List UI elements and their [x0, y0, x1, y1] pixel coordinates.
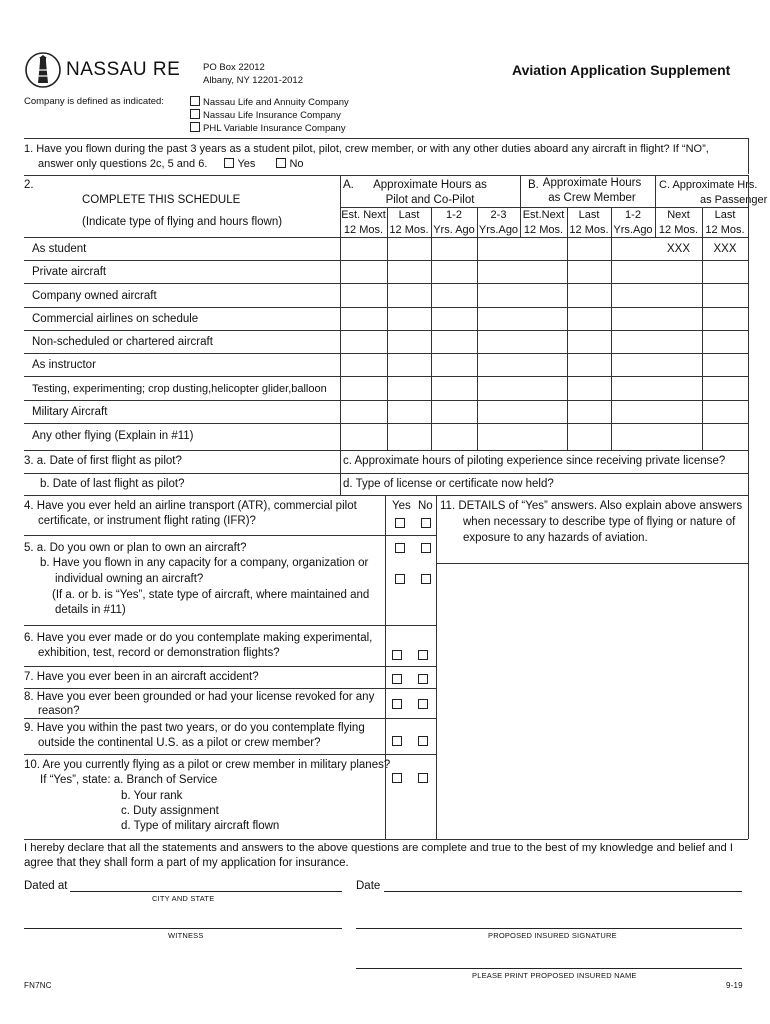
- col-header-1: Est. Next 12 Mos.: [341, 209, 386, 236]
- company-option-3[interactable]: PHL Variable Insurance Company: [190, 122, 346, 135]
- witness-caption: WITNESS: [168, 931, 204, 940]
- q8-yes-checkbox[interactable]: [392, 699, 402, 709]
- checkbox[interactable]: [190, 122, 200, 132]
- question-3b: b. Date of last flight as pilot?: [40, 478, 185, 490]
- col-header-6: Last 12 Mos.: [569, 209, 609, 236]
- dated-at-field[interactable]: [70, 891, 342, 892]
- form-title: Aviation Application Supplement: [512, 62, 731, 78]
- question-10-line4: c. Duty assignment: [121, 805, 219, 817]
- company-option-1[interactable]: Nassau Life and Annuity Company: [190, 96, 349, 109]
- form-version: 9-19: [726, 981, 743, 990]
- question-8-line1: 8. Have you ever been grounded or had your license revoked for any: [24, 691, 375, 703]
- q10-no-checkbox[interactable]: [418, 773, 428, 783]
- question-8-line2: reason?: [38, 705, 80, 717]
- question-4-line1: 4. Have you ever held an airline transport (ATR), commercial pilot: [24, 500, 357, 512]
- group-c-line1: C. Approximate Hrs.: [659, 179, 758, 191]
- question-5-line5: details in #11): [55, 604, 126, 616]
- checkbox[interactable]: [276, 158, 286, 168]
- group-a-letter: A.: [343, 179, 354, 191]
- q1-yes-option[interactable]: Yes: [224, 158, 255, 170]
- yes-header: Yes: [392, 500, 411, 512]
- question-10-line2: If “Yes”, state: a. Branch of Service: [40, 774, 218, 786]
- logo-text: NASSAU RE: [66, 59, 181, 80]
- q7-no-checkbox[interactable]: [418, 674, 428, 684]
- q9-no-checkbox[interactable]: [418, 736, 428, 746]
- xxx-marker: XXX: [713, 243, 737, 255]
- question-1-line1: 1. Have you flown during the past 3 years as a student pilot, pilot, crew member, or with any other duties aboard any aircraft in flight? If “NO”,: [24, 143, 709, 155]
- question-11-line3: exposure to any hazards of aviation.: [463, 532, 648, 544]
- checkbox[interactable]: [190, 96, 200, 106]
- question-9-line1: 9. Have you within the past two years, or do you contemplate flying: [24, 722, 365, 734]
- col-header-9: Last 12 Mos.: [705, 209, 745, 236]
- question-5-line4: (If a. or b. is “Yes”, state type of aircraft, where maintained and: [52, 589, 370, 601]
- table-row: Private aircraft: [32, 266, 107, 278]
- declaration-line2: agree that they shall form a part of my application for insurance.: [24, 857, 349, 869]
- question-10-line3: b. Your rank: [121, 790, 183, 802]
- table-row: Non-scheduled or chartered aircraft: [32, 336, 213, 348]
- col-header-4: 2-3 Yrs.Ago: [478, 209, 519, 236]
- date-label: Date: [356, 880, 381, 892]
- col-header-7: 1-2 Yrs.Ago: [613, 209, 653, 236]
- company-label: Company is defined as indicated:: [24, 96, 164, 107]
- question-3d: d. Type of license or certificate now held?: [343, 478, 554, 490]
- group-b-line1: Approximate Hours: [542, 177, 642, 189]
- group-b-letter: B.: [528, 179, 539, 191]
- xxx-marker: XXX: [666, 243, 690, 255]
- group-a-line2: Pilot and Co-Pilot: [385, 194, 475, 206]
- question-5-line2: b. Have you flown in any capacity for a company, organization or: [40, 557, 369, 569]
- q6-no-checkbox[interactable]: [418, 650, 428, 660]
- dated-at-label: Dated at: [24, 880, 68, 892]
- checkbox[interactable]: [224, 158, 234, 168]
- address-line1: PO Box 22012: [203, 62, 265, 73]
- address-line2: Albany, NY 12201-2012: [203, 75, 304, 86]
- q10-yes-checkbox[interactable]: [392, 773, 402, 783]
- table-row: As instructor: [32, 359, 96, 371]
- group-a-line1: Approximate Hours as: [373, 179, 487, 191]
- question-11-line2: when necessary to describe type of flying or nature of: [463, 516, 736, 528]
- q4-yes-checkbox[interactable]: [395, 518, 405, 528]
- q1-no-option[interactable]: No: [276, 158, 303, 170]
- schedule-title: COMPLETE THIS SCHEDULE: [82, 194, 241, 206]
- signature-field[interactable]: [356, 928, 742, 929]
- group-b-line2: as Crew Member: [548, 192, 636, 204]
- form-code: FN7NC: [24, 981, 52, 990]
- col-header-2: Last 12 Mos.: [389, 209, 429, 236]
- print-name-field[interactable]: [356, 968, 742, 969]
- question-1-line2: answer only questions 2c, 5 and 6. Yes No: [38, 158, 304, 170]
- question-6-line1: 6. Have you ever made or do you contemplate making experimental,: [24, 632, 373, 644]
- q6-yes-checkbox[interactable]: [392, 650, 402, 660]
- q9-yes-checkbox[interactable]: [392, 736, 402, 746]
- question-4-line2: certificate, or instrument flight rating (IFR)?: [38, 515, 256, 527]
- declaration-line1: I hereby declare that all the statements and answers to the above questions are complete and true to the best of my knowledge and belief and I: [24, 842, 733, 854]
- q5a-yes-checkbox[interactable]: [395, 543, 405, 553]
- witness-field[interactable]: [24, 928, 342, 929]
- question-3a: 3. a. Date of first flight as pilot?: [24, 455, 182, 467]
- question-10-line5: d. Type of military aircraft flown: [121, 820, 280, 832]
- q5b-no-checkbox[interactable]: [421, 574, 431, 584]
- no-header: No: [418, 500, 433, 512]
- question-11-line1: 11. DETAILS of “Yes” answers. Also explain above answers: [440, 500, 743, 512]
- col-header-8: Next 12 Mos.: [658, 209, 699, 236]
- table-row: Testing, experimenting; crop dusting,helicopter glider,balloon: [32, 383, 327, 395]
- city-state-caption: CITY AND STATE: [152, 894, 215, 903]
- question-5-line3: individual owning an aircraft?: [55, 573, 204, 585]
- question-5-line1: 5. a. Do you own or plan to own an aircraft?: [24, 542, 247, 554]
- table-row: Commercial airlines on schedule: [32, 313, 199, 325]
- q5b-yes-checkbox[interactable]: [395, 574, 405, 584]
- company-option-2[interactable]: Nassau Life Insurance Company: [190, 109, 341, 122]
- q4-no-checkbox[interactable]: [421, 518, 431, 528]
- schedule-subtitle: (Indicate type of flying and hours flown): [82, 216, 283, 228]
- table-row: Company owned aircraft: [32, 290, 157, 302]
- lighthouse-icon: [24, 50, 62, 90]
- q5a-no-checkbox[interactable]: [421, 543, 431, 553]
- question-7-line1: 7. Have you ever been in an aircraft accident?: [24, 671, 259, 683]
- question-9-line2: outside the continental U.S. as a pilot or crew member?: [38, 737, 321, 749]
- q7-yes-checkbox[interactable]: [392, 674, 402, 684]
- print-name-caption: PLEASE PRINT PROPOSED INSURED NAME: [472, 971, 637, 980]
- question-3c: c. Approximate hours of piloting experience since receiving private license?: [343, 455, 726, 467]
- col-header-3: 1-2 Yrs. Ago: [433, 209, 475, 236]
- table-row: Military Aircraft: [32, 406, 108, 418]
- q8-no-checkbox[interactable]: [418, 699, 428, 709]
- checkbox[interactable]: [190, 109, 200, 119]
- schedule-number: 2.: [24, 179, 34, 191]
- date-field[interactable]: [384, 891, 742, 892]
- group-c-line2: as Passenger: [700, 194, 768, 206]
- question-6-line2: exhibition, test, record or demonstration flights?: [38, 647, 280, 659]
- table-row: Any other flying (Explain in #11): [32, 430, 194, 442]
- question-10-line1: 10. Are you currently flying as a pilot or crew member in military planes?: [24, 759, 391, 771]
- col-header-5: Est.Next 12 Mos.: [522, 209, 565, 236]
- table-row: As student: [32, 243, 87, 255]
- logo: [24, 50, 194, 90]
- proposed-signature-caption: PROPOSED INSURED SIGNATURE: [488, 931, 617, 940]
